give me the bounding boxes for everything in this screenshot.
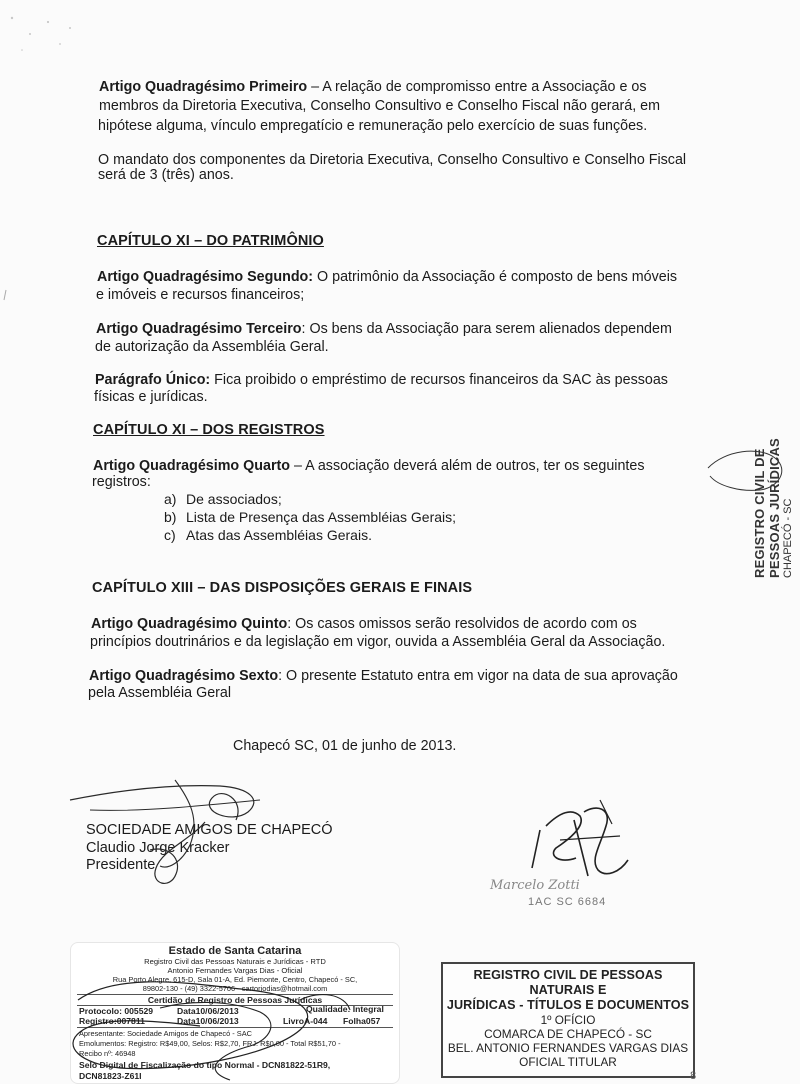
- art42-title: Artigo Quadragésimo Segundo:: [97, 269, 314, 285]
- cert-emolumentos: Emolumentos: Registro: R$49,00, Selos: R$2,70, FRJ: R$0,00 - Total R$51,70 -: [79, 1039, 341, 1048]
- chapter-heading-registros: CAPÍTULO XI – DOS REGISTROS: [93, 422, 325, 438]
- list-text: De associados;: [186, 491, 282, 507]
- art45-line2: princípios doutrinários e da legislação em vigor, ouvida a Assembléia Geral da Associação.: [90, 634, 666, 650]
- cert-official: Antonio Fernandes Vargas Dias - Oficial: [167, 966, 303, 975]
- rstamp-line1: REGISTRO CIVIL DE PESSOAS NATURAIS E: [473, 968, 663, 997]
- notary-stamp-name: Marcelo Zotti: [490, 878, 580, 893]
- signature-role: Presidente: [86, 857, 156, 873]
- paragrafo-line2: físicas e jurídicas.: [94, 389, 208, 405]
- art45-text1: : Os casos omissos serão resolvidos de acordo com os: [287, 616, 637, 632]
- art46-title: Artigo Quadragésimo Sexto: [89, 668, 279, 684]
- chapter-heading-disposicoes: CAPÍTULO XIII – DAS DISPOSIÇÕES GERAIS E FINAIS: [92, 580, 473, 596]
- art45-title: Artigo Quadragésimo Quinto: [91, 616, 288, 632]
- date-line: Chapecó SC, 01 de junho de 2013.: [233, 738, 457, 754]
- art41-line2: membros da Diretoria Executiva, Conselho Consultivo e Conselho Fiscal não gerará, em: [99, 98, 661, 114]
- mandato-line1: O mandato dos componentes da Diretoria Executiva, Conselho Consultivo e Conselho Fiscal: [98, 152, 687, 168]
- notary-office-stamp: [441, 962, 695, 1078]
- vstamp-line3: CHAPECÓ - SC: [782, 498, 794, 578]
- mandato-line2: será de 3 (três) anos.: [98, 167, 234, 183]
- cert-selo2: DCN81823-Z61I: [79, 1071, 142, 1081]
- rstamp-line6: OFICIAL TITULAR: [519, 1055, 617, 1069]
- paragrafo-title: Parágrafo Único:: [95, 372, 211, 388]
- cert-state: Estado de Santa Catarina: [168, 945, 302, 957]
- art46-text1: : O presente Estatuto entra em vigor na data de sua aprovação: [278, 668, 678, 684]
- rstamp-line2: JURÍDICAS - TÍTULOS E DOCUMENTOS: [446, 998, 690, 1012]
- cert-selo: Selo Digital de Fiscalização do tipo Normal - DCN81822-51R9,: [79, 1060, 331, 1070]
- list-marker: c): [164, 527, 176, 543]
- chapter-heading-patrimonio: CAPÍTULO XI – DO PATRIMÔNIO: [97, 233, 324, 249]
- cert-recibo: Recibo nº: 46948: [79, 1049, 136, 1058]
- cert-address: Rua Porto Alegre, 615-D, Sala 01-A, Ed. Piemonte, Centro, Chapecó - SC,: [112, 975, 358, 984]
- art44-line2: registros:: [92, 474, 151, 490]
- cert-data2: Data10/06/2013: [177, 1016, 239, 1026]
- cert-registro: Registro:007811: [79, 1016, 145, 1026]
- list-text: Lista de Presença das Assembléias Gerais;: [186, 509, 457, 525]
- list-text: Atas das Assembléias Gerais.: [186, 527, 372, 543]
- cert-data1: Data10/06/2013: [177, 1006, 239, 1016]
- signature-org: SOCIEDADE AMIGOS DE CHAPECÓ: [86, 822, 333, 838]
- art46-line2: pela Assembléia Geral: [88, 685, 232, 701]
- cert-registry: Registro Civil das Pessoas Naturais e Jurídicas - RTD: [144, 957, 326, 966]
- rstamp-line5: BEL. ANTONIO FERNANDES VARGAS DIAS: [447, 1041, 689, 1055]
- cert-livro: LivroA-044: [283, 1016, 328, 1026]
- cert-contact: 89802-130 - (49) 3322-5706 - cartoriodias@hotmail.com: [142, 984, 328, 993]
- art44-text1: – A associação deverá além de outros, ter os seguintes: [290, 458, 645, 474]
- vstamp-line2: PESSOAS JURÍDICAS: [767, 438, 782, 578]
- vstamp-line1: REGISTRO CIVIL DE: [752, 448, 767, 578]
- cert-protocolo: Protocolo: 005529: [79, 1006, 154, 1016]
- art41-text1: – A relação de compromisso entre a Associação e os: [307, 79, 647, 95]
- rstamp-line4: COMARCA DE CHAPECÓ - SC: [484, 1027, 652, 1041]
- signature-name: Claudio Jorge Kracker: [86, 840, 230, 856]
- art41-line3: hipótese alguma, vínculo empregatício e remuneração pelo exercício de suas funções.: [98, 118, 648, 134]
- art42-line2: e imóveis e recursos financeiros;: [96, 287, 305, 303]
- art43-line2: de autorização da Assembléia Geral.: [95, 339, 329, 355]
- rstamp-line3: 1º OFÍCIO: [540, 1013, 596, 1027]
- cert-qualidade: Qualidade: Integral: [306, 1004, 384, 1014]
- cert-apresentante: Apresentante: Sociedade Amigos de Chapecó - SAC: [79, 1029, 252, 1038]
- notary-stamp-id: 1AC SC 6684: [528, 896, 607, 908]
- list-marker: a): [164, 491, 177, 507]
- art42-text1: O patrimônio da Associação é composto de bens móveis: [313, 269, 678, 285]
- art43-title: Artigo Quadragésimo Terceiro: [96, 321, 302, 337]
- cert-title: Certidão de Registro de Pessoas Jurídicas: [147, 995, 323, 1005]
- paragrafo-text1: Fica proibido o empréstimo de recursos financeiros da SAC às pessoas: [210, 372, 668, 388]
- art41-title: Artigo Quadragésimo Primeiro: [99, 79, 308, 95]
- page-mark: 8: [690, 1070, 697, 1082]
- art43-text1: : Os bens da Associação para serem alienados dependem: [301, 321, 672, 337]
- list-marker: b): [164, 509, 177, 525]
- art44-title: Artigo Quadragésimo Quarto: [93, 458, 291, 474]
- cert-folha: Folha057: [343, 1016, 381, 1026]
